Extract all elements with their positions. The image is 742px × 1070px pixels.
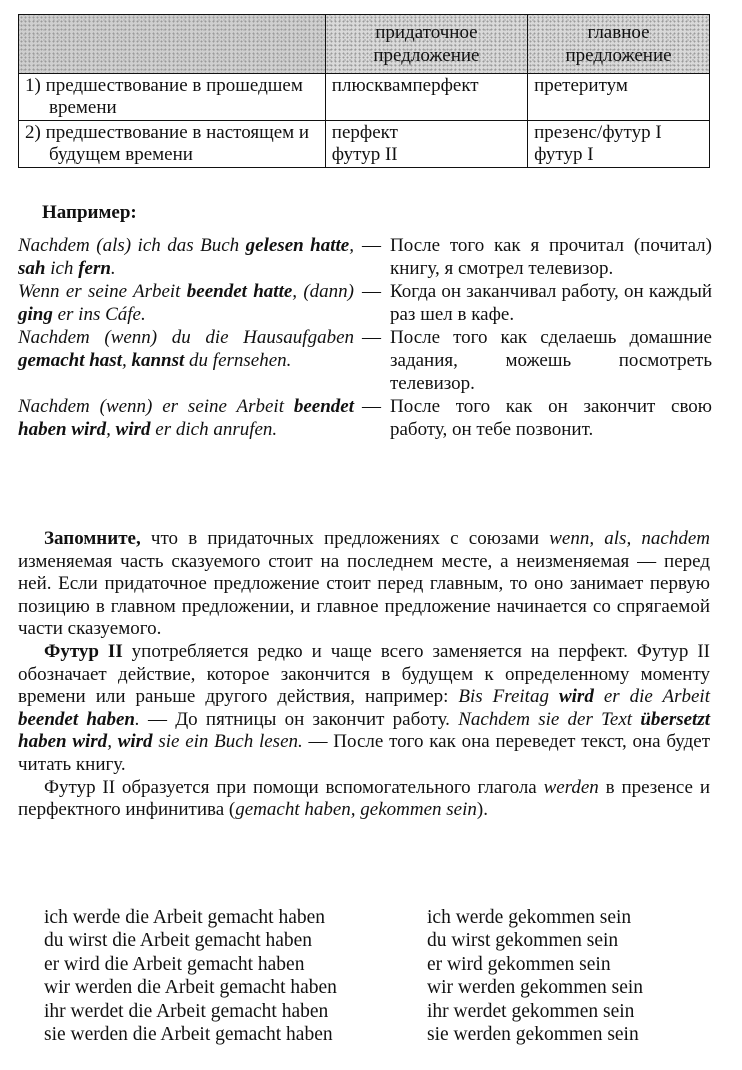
example-text: ,: [106, 419, 116, 440]
conjugation-line: du wirst die Arbeit gemacht haben: [44, 930, 313, 952]
example-dash: —: [362, 396, 381, 417]
text-run: Запомните,: [44, 528, 141, 549]
example-german: [18, 395, 362, 441]
paragraph-futur-ii-usage: [18, 641, 710, 777]
row-main-tense: претеритум: [528, 74, 710, 121]
example-german: [18, 326, 362, 395]
example-text: Wenn er seine Arbeit: [18, 281, 187, 302]
text-run: .: [134, 708, 140, 730]
conjugation-line: wir werden die Arbeit gemacht haben: [44, 977, 337, 999]
header-subordinate-clause: придаточное предложение: [325, 15, 527, 74]
examples-heading: Например:: [42, 202, 137, 223]
example-russian: После того как он закончит свою работу, он тебе позвонит.: [390, 396, 712, 440]
text-run: übersetzt haben wird: [18, 708, 711, 753]
text-run: — После того как она переведет текст, она будет читать книгу.: [18, 731, 711, 775]
row-label: 1) предшествование в прошедшем времени: [19, 74, 326, 121]
conjugation-line: ich werde die Arbeit gemacht haben: [44, 907, 326, 928]
example-russian: После того как сделаешь домашние задания, можешь посмотреть телевизор.: [390, 327, 712, 394]
emphasized-verb: sah: [18, 258, 46, 279]
emphasized-verb: kannst: [131, 350, 185, 371]
text-run: sie ein Buch lesen.: [152, 731, 303, 753]
text-run: Футур II образуется при помощи вспомогательного глагола: [44, 776, 544, 798]
text-run: wird: [117, 731, 153, 753]
emphasized-verb: fern: [78, 258, 111, 279]
example-item: [18, 395, 718, 441]
table-row: [19, 121, 710, 168]
header-empty-cell: [19, 15, 326, 74]
conjugation-line: ihr werdet die Arbeit gemacht haben: [44, 1000, 329, 1022]
text-run: употребляется редко и чаще всего заменяется на перфект. Футур II обозначает действие, которое закончится в будущем к определенному моменту времени или раньше другого действия, например:: [18, 640, 710, 708]
emphasized-verb: gemacht hast: [18, 350, 122, 371]
example-item: [18, 326, 718, 395]
conjugation-line: ihr werdet gekommen sein: [427, 1000, 635, 1022]
conjugation-line: er wird die Arbeit gemacht haben: [44, 953, 305, 975]
text-run: er die Arbeit: [593, 686, 710, 708]
example-text: .: [110, 258, 116, 279]
header-main-clause: главное предложение: [528, 15, 710, 74]
emphasized-verb: ging: [18, 304, 53, 325]
example-text: er dich anrufen.: [150, 419, 278, 440]
conjugation-gemacht-haben: [44, 906, 427, 1046]
conjugation-line: du wirst gekommen sein: [427, 930, 619, 952]
example-text: , (dann): [292, 281, 355, 302]
example-german: [18, 280, 362, 326]
paragraph-futur-ii-formation: [18, 777, 710, 822]
conjugation-gekommen-sein: [427, 906, 697, 1046]
example-russian: После того как я прочитал (почитал) книгу, я смотрел телевизор.: [390, 235, 712, 279]
row-subordinate-tense: плюсквамперфект: [325, 74, 527, 121]
conjugation-line: ich werde gekommen sein: [427, 907, 632, 928]
text-run: Nachdem sie der Text: [458, 708, 641, 730]
row-subordinate-tense: перфект футур II: [325, 121, 527, 168]
example-item: [18, 234, 718, 280]
example-text: Nachdem (als) ich das Buch: [18, 235, 246, 256]
conjugation-line: sie werden die Arbeit gemacht haben: [44, 1024, 333, 1046]
row-main-tense: презенс/футур I футур I: [528, 121, 710, 168]
conjugation-line: er wird gekommen sein: [427, 953, 611, 975]
text-run: werden: [543, 776, 599, 798]
example-text: du fernsehen.: [184, 350, 292, 371]
text-run: wenn, als, nachdem: [549, 528, 710, 549]
table-row: [19, 74, 710, 121]
example-dash: —: [362, 235, 381, 256]
example-dash: —: [362, 281, 381, 302]
example-german: [18, 234, 362, 280]
text-run: в презенсе и перфектного инфинитива (: [18, 776, 710, 821]
text-run: Bis Freitag: [458, 686, 559, 708]
text-run: что в придаточных предложениях с союзами: [140, 528, 550, 549]
text-run: ,: [107, 731, 118, 753]
example-text: ich: [45, 258, 79, 279]
example-text: Nachdem (wenn) er seine Arbeit: [18, 396, 294, 417]
text-run: gemacht haben, gekommen sein: [235, 799, 477, 821]
example-russian: Когда он заканчивал работу, он каждый раз шел в кафе.: [390, 281, 712, 325]
example-item: [18, 280, 718, 326]
emphasized-verb: beendet haben wird: [18, 396, 354, 440]
explanation-text: [18, 528, 710, 822]
table-header-row: [19, 15, 710, 74]
examples-list: [18, 234, 718, 441]
text-run: Футур II: [44, 640, 123, 662]
tense-sequence-table: [18, 14, 710, 168]
example-text: er ins Cáfe.: [52, 304, 146, 325]
conjugation-line: wir werden gekommen sein: [427, 977, 644, 999]
text-run: ).: [476, 799, 488, 821]
emphasized-verb: gelesen hatte: [245, 235, 350, 256]
row-label: 2) предшествование в настоящем и будущем времени: [19, 121, 326, 168]
conjugation-table: [44, 906, 704, 1046]
text-run: wird: [558, 686, 594, 708]
example-text: Nachdem (wenn) du die Hausaufgaben: [18, 327, 354, 348]
paragraph-remember: [18, 528, 710, 641]
text-run: — До пятницы он закончит работу.: [139, 708, 459, 730]
emphasized-verb: wird: [115, 419, 151, 440]
text-run: beendet haben: [18, 708, 135, 730]
emphasized-verb: beendet hatte: [186, 281, 293, 302]
example-dash: —: [362, 327, 381, 348]
example-text: ,: [121, 350, 132, 371]
conjugation-line: sie werden gekommen sein: [427, 1024, 639, 1046]
example-text: ,: [349, 235, 354, 256]
text-run: изменяемая часть сказуемого стоит на последнем месте, а неизменяемая — перед ней. Если придаточное предложение стоит перед главным, то оно занимает первую позицию в главном предложении, и главное предложение начинается со спрягаемой части сказуемого.: [18, 550, 710, 640]
